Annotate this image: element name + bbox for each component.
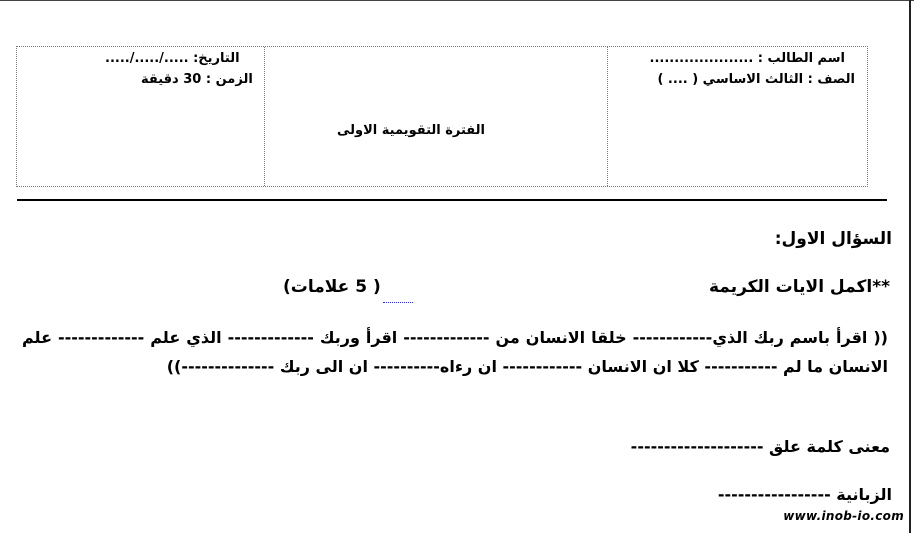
meaning-question-zabaniya: الزبانية ----------------- [717,485,892,504]
verse-fill-in-blanks: (( اقرأ باسم ربك الذي------------ خلقا الانسان من ------------- اقرأ وربك ------------- الذي علم ------------- علم الانسان ما لم ----------- كلا ان الانسان ------------ ان رءاه---------- ان الى ربك --------------)) [22,328,888,376]
evaluation-period-title: الفترة التقويمية الاولى [337,123,486,138]
header-divider-left [264,47,265,186]
question-marks: ( 5 علامات) [283,277,381,297]
student-name-field: اسم الطالب : ..................... [649,51,845,66]
section-divider [17,199,887,201]
grade-field: الصف : الثالث الاساسي ( .... ) [657,72,855,87]
site-watermark: www.inob-io.com [783,509,904,523]
header-divider-right [607,47,608,186]
page-right-border [909,0,911,533]
question-title: السؤال الاول: [774,229,892,249]
spellcheck-squiggle [383,298,413,303]
question-instruction: **اكمل الايات الكريمة [709,277,890,297]
duration-field: الزمن : 30 دقيقة [141,72,253,87]
exam-header-table [16,46,868,187]
meaning-question-alaq: معنى كلمة علق -------------------- [630,437,890,456]
date-field: التاريخ: ...../...../..... [105,51,240,66]
page-top-border [0,0,914,1]
